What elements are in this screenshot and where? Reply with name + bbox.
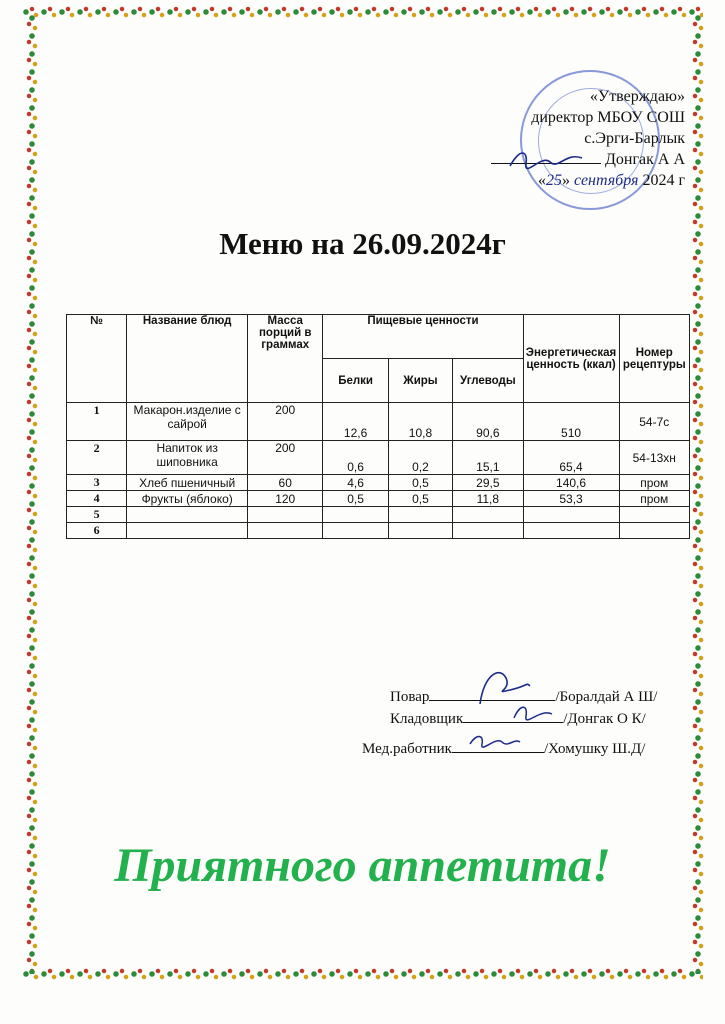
- approval-year: 2024 г: [642, 172, 685, 189]
- row-num: 5: [67, 507, 127, 523]
- header-nutrients: Пищевые ценности: [323, 315, 523, 359]
- approval-line-3: с.Эрги-Барлык: [584, 130, 685, 147]
- row-protein: 12,6: [323, 403, 388, 441]
- director-signature-line: [491, 149, 601, 164]
- row-recipe: [619, 507, 689, 523]
- storekeeper-signature-blank: [463, 708, 563, 723]
- row-mass: 120: [248, 491, 323, 507]
- row-energy: [523, 523, 619, 539]
- row-carbs: [453, 523, 523, 539]
- header-recipe: Номер рецептуры: [619, 315, 689, 403]
- row-carbs: 29,5: [453, 475, 523, 491]
- menu-table: [66, 314, 690, 539]
- page-title: Меню на 26.09.2024г: [219, 226, 506, 261]
- row-protein: [323, 507, 388, 523]
- approval-day: 25: [546, 172, 563, 189]
- approval-line-2: директор МБОУ СОШ: [531, 109, 685, 126]
- table-row: [67, 491, 690, 507]
- director-name: Донгак А А: [604, 151, 685, 168]
- cook-signature-line: [390, 686, 657, 706]
- table-row: [67, 523, 690, 539]
- decorative-border-top: [22, 4, 703, 20]
- storekeeper-name: /Донгак О К/: [563, 711, 646, 727]
- date-close-quote: »: [562, 172, 571, 189]
- row-protein: 0,6: [323, 441, 388, 475]
- row-dish-name: Хлеб пшеничный: [127, 475, 248, 491]
- row-recipe: пром: [619, 491, 689, 507]
- header-mass: Масса порций в граммах: [248, 315, 323, 403]
- header-protein: Белки: [323, 359, 388, 403]
- storekeeper-signature-line: [390, 708, 646, 728]
- approval-line-4: [445, 149, 685, 170]
- table-row: [67, 475, 690, 491]
- row-energy: 510: [523, 403, 619, 441]
- storekeeper-label: Кладовщик: [390, 711, 464, 727]
- medic-signature-line: [362, 738, 645, 758]
- row-dish-name: Макарон.изделие с сайрой: [127, 403, 248, 441]
- medic-label: Мед.работник: [362, 741, 452, 757]
- row-dish-name: [127, 523, 248, 539]
- row-energy: 65,4: [523, 441, 619, 475]
- row-fat: 10,8: [388, 403, 452, 441]
- decorative-border-bottom: [22, 966, 703, 982]
- row-carbs: 15,1: [453, 441, 523, 475]
- bon-appetit-text: Приятного аппетита!: [114, 839, 611, 892]
- row-fat: [388, 507, 452, 523]
- table-row: [67, 507, 690, 523]
- approval-line-1: «Утверждаю»: [589, 88, 685, 105]
- medic-signature-blank: [452, 738, 544, 753]
- row-fat: 0,5: [388, 475, 452, 491]
- medic-name: /Хомушку Ш.Д/: [543, 741, 646, 757]
- row-fat: [388, 523, 452, 539]
- decorative-border-right: [690, 14, 706, 974]
- header-carbs: Углеводы: [453, 359, 523, 403]
- row-fat: 0,2: [388, 441, 452, 475]
- header-energy: Энергетическая ценность (ккал): [523, 315, 619, 403]
- header-name: Название блюд: [127, 315, 248, 403]
- row-energy: [523, 507, 619, 523]
- row-dish-name: Фрукты (яблоко): [127, 491, 248, 507]
- row-mass: [248, 523, 323, 539]
- approval-date-line: [445, 170, 685, 191]
- approval-block: [445, 86, 685, 191]
- row-protein: [323, 523, 388, 539]
- decorative-border-left: [24, 14, 40, 974]
- row-recipe: 54-7с: [619, 403, 689, 441]
- date-open-quote: «: [538, 172, 547, 189]
- cook-name: /Боралдай А Ш/: [555, 689, 658, 705]
- row-energy: 140,6: [523, 475, 619, 491]
- row-num: 6: [67, 523, 127, 539]
- cook-signature-blank: [429, 686, 555, 701]
- row-carbs: 90,6: [453, 403, 523, 441]
- header-fat: Жиры: [388, 359, 452, 403]
- row-recipe: пром: [619, 475, 689, 491]
- row-carbs: 11,8: [453, 491, 523, 507]
- row-mass: 200: [248, 403, 323, 441]
- row-protein: 0,5: [323, 491, 388, 507]
- cook-label: Повар: [390, 689, 430, 705]
- row-num: 2: [67, 441, 127, 475]
- table-row: [67, 403, 690, 441]
- row-mass: [248, 507, 323, 523]
- row-energy: 53,3: [523, 491, 619, 507]
- table-row: [67, 441, 690, 475]
- table-header-row: [67, 315, 690, 359]
- row-carbs: [453, 507, 523, 523]
- row-dish-name: Напиток из шиповника: [127, 441, 248, 475]
- row-mass: 60: [248, 475, 323, 491]
- header-num: №: [67, 315, 127, 403]
- row-protein: 4,6: [323, 475, 388, 491]
- row-dish-name: [127, 507, 248, 523]
- row-recipe: 54-13хн: [619, 441, 689, 475]
- approval-month: сентября: [574, 172, 639, 189]
- row-num: 3: [67, 475, 127, 491]
- row-fat: 0,5: [388, 491, 452, 507]
- row-recipe: [619, 523, 689, 539]
- row-num: 1: [67, 403, 127, 441]
- row-num: 4: [67, 491, 127, 507]
- row-mass: 200: [248, 441, 323, 475]
